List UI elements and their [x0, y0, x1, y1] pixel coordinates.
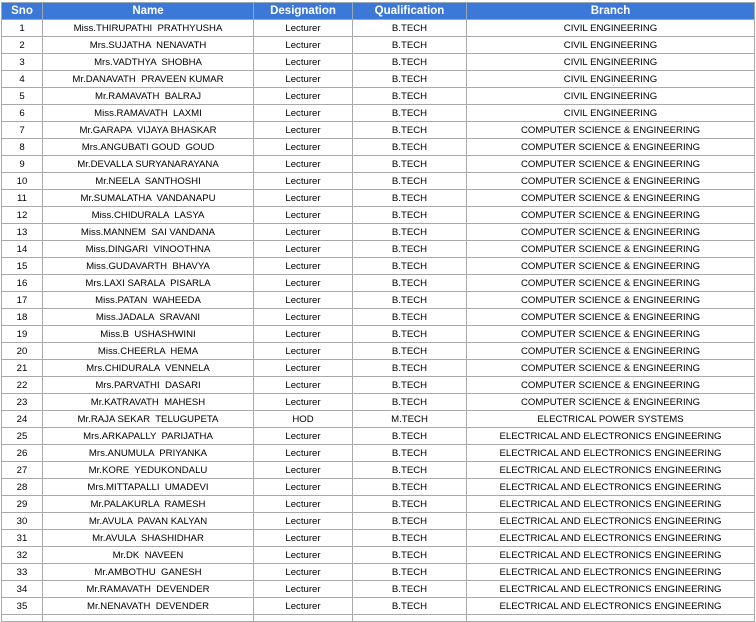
cell-sno: 27 [2, 462, 43, 479]
cell-sno: 12 [2, 207, 43, 224]
cell-sno: 33 [2, 564, 43, 581]
cell-designation: Lecturer [254, 377, 353, 394]
cell-qualification: B.TECH [353, 530, 467, 547]
table-row [2, 360, 755, 377]
table-row [2, 105, 755, 122]
cell-branch: ELECTRICAL AND ELECTRONICS ENGINEERING [467, 598, 755, 615]
cell-name: Mr.AMBOTHU GANESH [43, 564, 254, 581]
cell-branch: COMPUTER SCIENCE & ENGINEERING [467, 122, 755, 139]
cell-name: Mr.NENAVATH DEVENDER [43, 598, 254, 615]
table-header-row [2, 3, 755, 20]
cell-name: Mr.RAMAVATH DEVENDER [43, 581, 254, 598]
cell-designation: Lecturer [254, 564, 353, 581]
cell-qualification: B.TECH [353, 173, 467, 190]
cell-designation: Lecturer [254, 105, 353, 122]
cell-sno: 32 [2, 547, 43, 564]
cell-name: Mr.KATRAVATH MAHESH [43, 394, 254, 411]
cell-designation: Lecturer [254, 156, 353, 173]
cell-sno: 30 [2, 513, 43, 530]
cell-branch: COMPUTER SCIENCE & ENGINEERING [467, 377, 755, 394]
table-row [2, 343, 755, 360]
table-row [2, 309, 755, 326]
cell-designation: Lecturer [254, 241, 353, 258]
cell-branch: COMPUTER SCIENCE & ENGINEERING [467, 207, 755, 224]
cell-designation: Lecturer [254, 598, 353, 615]
cell-qualification: B.TECH [353, 37, 467, 54]
table-row [2, 547, 755, 564]
cell-qualification: B.TECH [353, 445, 467, 462]
table-row [2, 54, 755, 71]
cell-qualification: B.TECH [353, 496, 467, 513]
cell-name: Miss.THIRUPATHI PRATHYUSHA [43, 20, 254, 37]
cell-qualification: B.TECH [353, 241, 467, 258]
header-sno: Sno [2, 3, 43, 20]
cell-branch [467, 615, 755, 622]
cell-designation: Lecturer [254, 428, 353, 445]
cell-name: Mrs.PARVATHI DASARI [43, 377, 254, 394]
cell-qualification: B.TECH [353, 156, 467, 173]
cell-name: Mr.DK NAVEEN [43, 547, 254, 564]
cell-branch: ELECTRICAL AND ELECTRONICS ENGINEERING [467, 581, 755, 598]
cell-name: Mrs.ARKAPALLY PARIJATHA [43, 428, 254, 445]
cell-designation: Lecturer [254, 547, 353, 564]
table-row [2, 88, 755, 105]
cell-branch: CIVIL ENGINEERING [467, 105, 755, 122]
cell-name: Miss.CHEERLA HEMA [43, 343, 254, 360]
cell-name: Mr.KORE YEDUKONDALU [43, 462, 254, 479]
cell-name: Mr.RAJA SEKAR TELUGUPETA [43, 411, 254, 428]
cell-name: Mr.SUMALATHA VANDANAPU [43, 190, 254, 207]
cell-name: Miss.DINGARI VINOOTHNA [43, 241, 254, 258]
table-row [2, 275, 755, 292]
cell-designation: Lecturer [254, 54, 353, 71]
cell-sno: 6 [2, 105, 43, 122]
table-row [2, 326, 755, 343]
cell-name: Mrs.MITTAPALLI UMADEVI [43, 479, 254, 496]
cell-sno: 18 [2, 309, 43, 326]
cell-qualification: B.TECH [353, 71, 467, 88]
cell-sno: 5 [2, 88, 43, 105]
cell-designation: HOD [254, 411, 353, 428]
header-name: Name [43, 3, 254, 20]
table-row [2, 394, 755, 411]
cell-branch: ELECTRICAL AND ELECTRONICS ENGINEERING [467, 496, 755, 513]
cell-branch: COMPUTER SCIENCE & ENGINEERING [467, 190, 755, 207]
cell-sno: 19 [2, 326, 43, 343]
cell-qualification: B.TECH [353, 377, 467, 394]
cell-name: Miss.JADALA SRAVANI [43, 309, 254, 326]
cell-branch: CIVIL ENGINEERING [467, 71, 755, 88]
cell-qualification: B.TECH [353, 309, 467, 326]
cell-qualification: B.TECH [353, 105, 467, 122]
table-row [2, 530, 755, 547]
cell-designation: Lecturer [254, 20, 353, 37]
cell-designation: Lecturer [254, 326, 353, 343]
cell-name: Mr.AVULA PAVAN KALYAN [43, 513, 254, 530]
cell-designation: Lecturer [254, 207, 353, 224]
cell-designation: Lecturer [254, 37, 353, 54]
cell-qualification: B.TECH [353, 88, 467, 105]
cell-qualification: B.TECH [353, 326, 467, 343]
cell-name: Mrs.ANUMULA PRIYANKA [43, 445, 254, 462]
cell-qualification: B.TECH [353, 139, 467, 156]
cell-branch: ELECTRICAL POWER SYSTEMS [467, 411, 755, 428]
cell-name: Miss.MANNEM SAI VANDANA [43, 224, 254, 241]
cell-sno: 17 [2, 292, 43, 309]
table-row [2, 292, 755, 309]
cell-designation: Lecturer [254, 139, 353, 156]
cell-qualification: B.TECH [353, 462, 467, 479]
cell-sno: 10 [2, 173, 43, 190]
cell-name: Miss.CHIDURALA LASYA [43, 207, 254, 224]
cell-designation: Lecturer [254, 581, 353, 598]
table-row [2, 615, 755, 622]
cell-sno: 1 [2, 20, 43, 37]
cell-qualification: B.TECH [353, 360, 467, 377]
cell-branch: ELECTRICAL AND ELECTRONICS ENGINEERING [467, 479, 755, 496]
cell-branch: CIVIL ENGINEERING [467, 20, 755, 37]
table-row [2, 156, 755, 173]
cell-designation: Lecturer [254, 224, 353, 241]
cell-name: Mr.GARAPA VIJAYA BHASKAR [43, 122, 254, 139]
table-row [2, 462, 755, 479]
table-row [2, 581, 755, 598]
cell-designation: Lecturer [254, 122, 353, 139]
cell-sno: 35 [2, 598, 43, 615]
cell-branch: COMPUTER SCIENCE & ENGINEERING [467, 343, 755, 360]
cell-qualification: B.TECH [353, 513, 467, 530]
cell-designation: Lecturer [254, 496, 353, 513]
header-branch: Branch [467, 3, 755, 20]
cell-sno: 26 [2, 445, 43, 462]
cell-designation: Lecturer [254, 394, 353, 411]
cell-sno: 20 [2, 343, 43, 360]
cell-qualification: B.TECH [353, 122, 467, 139]
cell-sno [2, 615, 43, 622]
cell-branch: ELECTRICAL AND ELECTRONICS ENGINEERING [467, 547, 755, 564]
cell-qualification: B.TECH [353, 564, 467, 581]
table-row [2, 258, 755, 275]
table-row [2, 224, 755, 241]
cell-designation: Lecturer [254, 309, 353, 326]
cell-qualification: B.TECH [353, 224, 467, 241]
cell-branch: COMPUTER SCIENCE & ENGINEERING [467, 173, 755, 190]
cell-qualification: B.TECH [353, 207, 467, 224]
table-row [2, 139, 755, 156]
table-body [2, 20, 755, 622]
cell-branch: CIVIL ENGINEERING [467, 37, 755, 54]
cell-sno: 23 [2, 394, 43, 411]
cell-sno: 4 [2, 71, 43, 88]
cell-sno: 9 [2, 156, 43, 173]
cell-name: Mr.DANAVATH PRAVEEN KUMAR [43, 71, 254, 88]
table-row [2, 71, 755, 88]
cell-sno: 7 [2, 122, 43, 139]
cell-branch: CIVIL ENGINEERING [467, 88, 755, 105]
cell-sno: 16 [2, 275, 43, 292]
cell-qualification: B.TECH [353, 54, 467, 71]
cell-name: Mrs.VADTHYA SHOBHA [43, 54, 254, 71]
cell-qualification: B.TECH [353, 598, 467, 615]
cell-branch: COMPUTER SCIENCE & ENGINEERING [467, 309, 755, 326]
cell-qualification: B.TECH [353, 258, 467, 275]
table-row [2, 598, 755, 615]
table-row [2, 513, 755, 530]
cell-qualification [353, 615, 467, 622]
cell-sno: 22 [2, 377, 43, 394]
cell-sno: 11 [2, 190, 43, 207]
cell-branch: CIVIL ENGINEERING [467, 54, 755, 71]
cell-designation: Lecturer [254, 530, 353, 547]
cell-name: Mr.RAMAVATH BALRAJ [43, 88, 254, 105]
cell-sno: 14 [2, 241, 43, 258]
cell-qualification: M.TECH [353, 411, 467, 428]
cell-branch: COMPUTER SCIENCE & ENGINEERING [467, 156, 755, 173]
cell-designation: Lecturer [254, 275, 353, 292]
cell-sno: 15 [2, 258, 43, 275]
table-row [2, 190, 755, 207]
cell-branch: ELECTRICAL AND ELECTRONICS ENGINEERING [467, 564, 755, 581]
cell-designation: Lecturer [254, 173, 353, 190]
cell-name: Mr.PALAKURLA RAMESH [43, 496, 254, 513]
cell-sno: 13 [2, 224, 43, 241]
cell-name: Mr.AVULA SHASHIDHAR [43, 530, 254, 547]
cell-branch: ELECTRICAL AND ELECTRONICS ENGINEERING [467, 428, 755, 445]
cell-branch: COMPUTER SCIENCE & ENGINEERING [467, 326, 755, 343]
cell-name: Mrs.ANGUBATI GOUD GOUD [43, 139, 254, 156]
table-row [2, 207, 755, 224]
cell-name: Mrs.SUJATHA NENAVATH [43, 37, 254, 54]
cell-branch: COMPUTER SCIENCE & ENGINEERING [467, 292, 755, 309]
table-row [2, 445, 755, 462]
cell-designation: Lecturer [254, 258, 353, 275]
table-row [2, 564, 755, 581]
cell-qualification: B.TECH [353, 479, 467, 496]
cell-branch: ELECTRICAL AND ELECTRONICS ENGINEERING [467, 445, 755, 462]
table-row [2, 37, 755, 54]
cell-name: Miss.B USHASHWINI [43, 326, 254, 343]
cell-name: Mr.DEVALLA SURYANARAYANA [43, 156, 254, 173]
table-row [2, 496, 755, 513]
cell-qualification: B.TECH [353, 428, 467, 445]
cell-qualification: B.TECH [353, 292, 467, 309]
cell-name: Mrs.CHIDURALA VENNELA [43, 360, 254, 377]
cell-sno: 24 [2, 411, 43, 428]
table-row [2, 411, 755, 428]
cell-qualification: B.TECH [353, 581, 467, 598]
cell-designation: Lecturer [254, 513, 353, 530]
header-qualification: Qualification [353, 3, 467, 20]
cell-name: Miss.RAMAVATH LAXMI [43, 105, 254, 122]
table-row [2, 479, 755, 496]
cell-sno: 21 [2, 360, 43, 377]
cell-branch: ELECTRICAL AND ELECTRONICS ENGINEERING [467, 530, 755, 547]
cell-branch: ELECTRICAL AND ELECTRONICS ENGINEERING [467, 462, 755, 479]
cell-sno: 29 [2, 496, 43, 513]
cell-designation: Lecturer [254, 292, 353, 309]
table-row [2, 20, 755, 37]
cell-sno: 31 [2, 530, 43, 547]
cell-branch: COMPUTER SCIENCE & ENGINEERING [467, 258, 755, 275]
cell-name [43, 615, 254, 622]
cell-sno: 28 [2, 479, 43, 496]
table-row [2, 241, 755, 258]
faculty-table [1, 2, 755, 622]
cell-name: Miss.PATAN WAHEEDA [43, 292, 254, 309]
cell-name: Mrs.LAXI SARALA PISARLA [43, 275, 254, 292]
cell-qualification: B.TECH [353, 394, 467, 411]
cell-branch: COMPUTER SCIENCE & ENGINEERING [467, 139, 755, 156]
cell-branch: COMPUTER SCIENCE & ENGINEERING [467, 360, 755, 377]
header-designation: Designation [254, 3, 353, 20]
cell-qualification: B.TECH [353, 275, 467, 292]
cell-qualification: B.TECH [353, 190, 467, 207]
cell-designation: Lecturer [254, 445, 353, 462]
cell-sno: 8 [2, 139, 43, 156]
cell-sno: 3 [2, 54, 43, 71]
cell-sno: 25 [2, 428, 43, 445]
cell-designation: Lecturer [254, 88, 353, 105]
cell-qualification: B.TECH [353, 343, 467, 360]
table-row [2, 173, 755, 190]
cell-designation: Lecturer [254, 462, 353, 479]
cell-qualification: B.TECH [353, 547, 467, 564]
cell-branch: ELECTRICAL AND ELECTRONICS ENGINEERING [467, 513, 755, 530]
cell-designation: Lecturer [254, 360, 353, 377]
cell-qualification: B.TECH [353, 20, 467, 37]
cell-designation: Lecturer [254, 71, 353, 88]
cell-name: Mr.NEELA SANTHOSHI [43, 173, 254, 190]
cell-branch: COMPUTER SCIENCE & ENGINEERING [467, 241, 755, 258]
cell-designation: Lecturer [254, 479, 353, 496]
cell-sno: 34 [2, 581, 43, 598]
cell-branch: COMPUTER SCIENCE & ENGINEERING [467, 275, 755, 292]
cell-branch: COMPUTER SCIENCE & ENGINEERING [467, 394, 755, 411]
cell-designation [254, 615, 353, 622]
cell-name: Miss.GUDAVARTH BHAVYA [43, 258, 254, 275]
table-row [2, 428, 755, 445]
table-row [2, 122, 755, 139]
cell-sno: 2 [2, 37, 43, 54]
cell-designation: Lecturer [254, 190, 353, 207]
cell-designation: Lecturer [254, 343, 353, 360]
table-row [2, 377, 755, 394]
cell-branch: COMPUTER SCIENCE & ENGINEERING [467, 224, 755, 241]
